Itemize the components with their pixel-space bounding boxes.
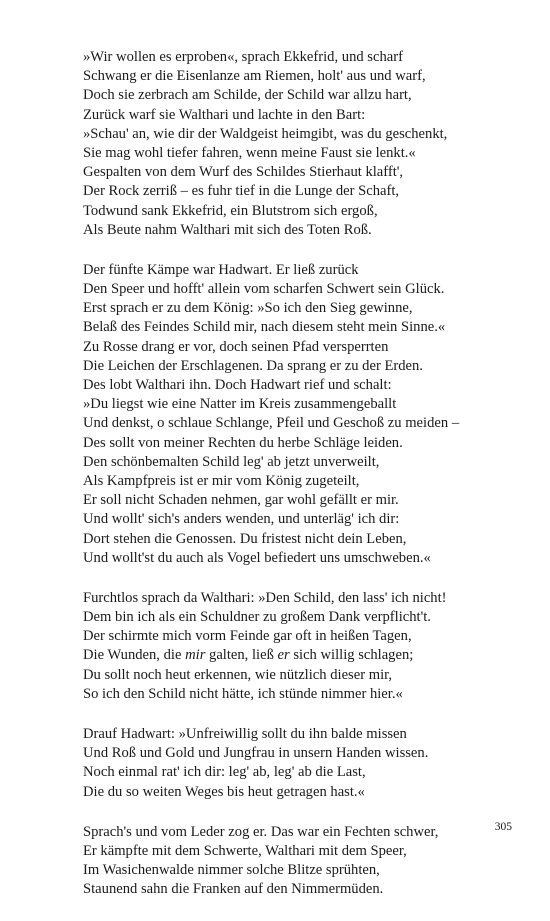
line-segment: sich willig schlagen; bbox=[289, 647, 414, 664]
line-segment: »Schau' an, wie dir der Waldgeist heimgibt, was du geschenkt, bbox=[83, 125, 448, 142]
line-segment: So ich den Schild nicht hätte, ich stünde nimmer hier.« bbox=[83, 685, 403, 702]
line-segment: Als Kampfpreis ist er mir vom König zugeteilt, bbox=[83, 472, 360, 489]
line-segment: Und denkst, o schlaue Schlange, Pfeil und Geschoß zu meiden – bbox=[83, 415, 460, 432]
line-segment: Gespalten von dem Wurf des Schildes Stierhaut klafft', bbox=[83, 164, 404, 181]
verse-line bbox=[83, 434, 523, 453]
verse-line bbox=[83, 86, 523, 105]
line-segment: Die du so weiten Weges bis heut getragen hast.« bbox=[83, 783, 365, 800]
line-segment: Noch einmal rat' ich dir: leg' ab, leg' ab die Last, bbox=[83, 764, 366, 781]
line-segment: Belaß des Feindes Schild mir, nach diesem steht mein Sinne.« bbox=[83, 319, 446, 336]
verse-line bbox=[83, 144, 523, 163]
line-segment: Er soll nicht Schaden nehmen, gar wohl gefällt er mir. bbox=[83, 492, 399, 509]
verse-line bbox=[83, 338, 523, 357]
line-segment: Drauf Hadwart: »Unfreiwillig sollt du ihn balde missen bbox=[83, 726, 407, 742]
line-segment: Schwang er die Eisenlanze am Riemen, holt' aus und warf, bbox=[83, 68, 426, 85]
verse-line bbox=[83, 48, 523, 67]
line-segment: Sprach's und vom Leder zog er. Das war ein Fechten schwer, bbox=[83, 823, 439, 840]
verse-line bbox=[83, 823, 523, 842]
verse-line bbox=[83, 880, 523, 899]
line-segment: Zu Rosse drang er vor, doch seinen Pfad versperrten bbox=[83, 338, 389, 355]
verse-line bbox=[83, 221, 523, 240]
line-segment: Des sollt von meiner Rechten du herbe Schläge leiden. bbox=[83, 434, 403, 451]
line-segment: galten, ließ bbox=[205, 647, 278, 664]
line-segment: Und wollt'st du auch als Vogel befiedert uns umschweben.« bbox=[83, 549, 431, 566]
verse-line bbox=[83, 530, 523, 549]
line-segment: Und Roß und Gold und Jungfrau in unsern Handen wissen. bbox=[83, 745, 429, 762]
verse-line bbox=[83, 414, 523, 433]
verse-line bbox=[83, 685, 523, 704]
line-segment: Doch sie zerbrach am Schilde, der Schild war allzu hart, bbox=[83, 87, 412, 104]
line-segment: Furchtlos sprach da Walthari: »Den Schild, den lass' ich nicht! bbox=[83, 589, 447, 606]
line-segment: Erst sprach er zu dem König: »So ich den Sieg gewinne, bbox=[83, 300, 413, 317]
verse-line bbox=[83, 299, 523, 318]
line-segment: »Du liegst wie eine Natter im Kreis zusammengeballt bbox=[83, 396, 397, 413]
verse-line bbox=[83, 202, 523, 221]
stanza bbox=[83, 725, 523, 802]
verse-line bbox=[83, 163, 523, 182]
verse-line bbox=[83, 318, 523, 337]
line-segment: Die Leichen der Erschlagenen. Da sprang er zu der Erden. bbox=[83, 357, 423, 374]
stanza bbox=[83, 823, 523, 900]
verse-line bbox=[83, 842, 523, 861]
verse-line bbox=[83, 510, 523, 529]
verse-line bbox=[83, 549, 523, 568]
poem-text bbox=[83, 48, 523, 921]
verse-line bbox=[83, 491, 523, 510]
verse-line bbox=[83, 861, 523, 880]
verse-line bbox=[83, 589, 523, 608]
line-segment: Des lobt Walthari ihn. Doch Hadwart rief und schalt: bbox=[83, 377, 392, 393]
line-segment: Im Wasichenwalde nimmer solche Blitze sprühten, bbox=[83, 862, 380, 879]
verse-line bbox=[83, 67, 523, 86]
verse-line bbox=[83, 125, 523, 144]
verse-line bbox=[83, 744, 523, 763]
verse-line bbox=[83, 646, 523, 665]
emphasized-word: mir bbox=[185, 647, 206, 664]
line-segment: Dem bin ich als ein Schuldner zu großem Dank verpflicht't. bbox=[83, 609, 431, 626]
line-segment: »Wir wollen es erproben«, sprach Ekkefrid, und scharf bbox=[83, 49, 403, 65]
verse-line bbox=[83, 666, 523, 685]
verse-line bbox=[83, 453, 523, 472]
verse-line bbox=[83, 608, 523, 627]
line-segment: Sie mag wohl tiefer fahren, wenn meine Faust sie lenkt.« bbox=[83, 144, 416, 161]
emphasized-word: er bbox=[277, 647, 290, 664]
line-segment: Du sollt noch heut erkennen, wie nützlich dieser mir, bbox=[83, 666, 393, 683]
line-segment: Er kämpfte mit dem Schwerte, Walthari mit dem Speer, bbox=[83, 842, 407, 859]
verse-line bbox=[83, 280, 523, 299]
line-segment: Zurück warf sie Walthari und lachte in den Bart: bbox=[83, 106, 366, 123]
line-segment: Den schönbemalten Schild leg' ab jetzt unverweilt, bbox=[83, 453, 380, 470]
line-segment: Staunend sahn die Franken auf den Nimmermüden. bbox=[83, 881, 384, 898]
line-segment: Todwund sank Ekkefrid, ein Blutstrom sich ergoß, bbox=[83, 202, 378, 219]
verse-line bbox=[83, 106, 523, 125]
line-segment: Und wollt' sich's anders wenden, und unterläg' ich dir: bbox=[83, 511, 400, 528]
line-segment: Dort stehen die Genossen. Du fristest nicht dein Leben, bbox=[83, 530, 407, 547]
verse-line bbox=[83, 395, 523, 414]
line-segment: Der fünfte Kämpe war Hadwart. Er ließ zurück bbox=[83, 261, 359, 278]
stanza bbox=[83, 589, 523, 704]
line-segment: Der schirmte mich vorm Feinde gar oft in heißen Tagen, bbox=[83, 628, 412, 645]
line-segment: Der Rock zerriß – es fuhr tief in die Lunge der Schaft, bbox=[83, 183, 400, 200]
verse-line bbox=[83, 763, 523, 782]
verse-line bbox=[83, 725, 523, 744]
verse-line bbox=[83, 783, 523, 802]
verse-line bbox=[83, 472, 523, 491]
verse-line bbox=[83, 376, 523, 395]
stanza bbox=[83, 261, 523, 568]
verse-line bbox=[83, 627, 523, 646]
line-segment: Den Speer und hofft' allein vom scharfen Schwert sein Glück. bbox=[83, 281, 445, 298]
page-number: 305 bbox=[494, 821, 512, 833]
stanza bbox=[83, 48, 523, 240]
verse-line bbox=[83, 261, 523, 280]
verse-line bbox=[83, 182, 523, 201]
line-segment: Die Wunden, die bbox=[83, 647, 186, 664]
line-segment: Als Beute nahm Walthari mit sich des Toten Roß. bbox=[83, 221, 372, 238]
verse-line bbox=[83, 357, 523, 376]
